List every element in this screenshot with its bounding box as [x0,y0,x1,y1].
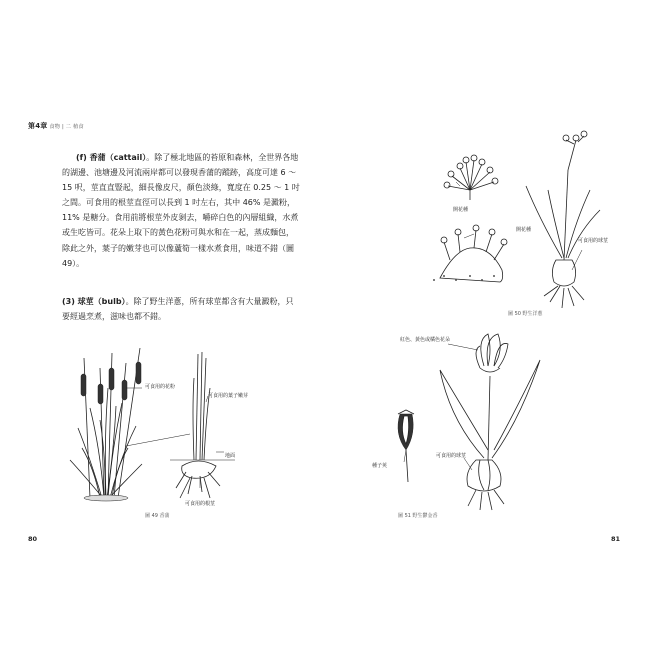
running-header [28,121,84,131]
label-edible-shoots: 可食用的葉子嫩芽 [208,393,249,399]
label-ground: 地面 [225,453,236,459]
label-tulip-bulb: 可食用的球莖 [436,453,467,459]
wild-tulip-illustration [380,330,560,520]
page-number-right: 81 [611,535,621,543]
page-number-left: 80 [28,535,38,543]
chapter-title: 食物 [49,124,61,130]
label-edible-rootstalk: 可食用的根莖 [185,501,216,507]
cattail-text: 。除了極北地區的苔原和森林，全世界各地的湖邊、池塘邊及河流兩岸都可以發現香蒲的蹤跡，高度可達 6 ～ 15 呎，莖直直豎起，細長像皮尺，顏色淡綠，寬度在 0.25 ～ 1 吋之間。可食用的根莖直徑可以長到 1 吋左右，其中 46% 是澱粉，11% 是糖分。食用前將根莖外皮剝去，嚼碎白色的內層組織，水煮或生吃皆可。花朵上取下的黃色花粉可與水和在一起，蒸成麵包，除此之外，葉子的嫩芽也可以像蘆筍一樣水煮食用，味道不錯（圖 49）。 [62,153,300,268]
bulb-text: 。除了野生洋蔥，所有球莖都含有大量澱粉，只要經過烹煮，滋味也都不錯。 [62,297,294,322]
label-onion-bulb: 可食用的球莖 [578,238,609,244]
body-text [62,150,300,271]
wild-onion-illustration [430,130,610,320]
label-onion-head-2: 開花種 [516,227,532,233]
label-tulip-seedpod: 種子莢 [372,463,388,469]
cattail-paragraph [62,150,300,271]
bulb-term: (3) 球莖（bulb） [62,297,126,306]
section-title: 二 植食 [65,124,84,130]
chapter-label: 第4章 [28,122,48,130]
cattail-term: (f) 香蒲（cattail） [76,153,147,162]
figure-50-caption: 圖 50 野生洋蔥 [508,311,543,317]
bulb-paragraph [62,294,300,324]
header-divider: | [61,124,66,130]
figure-51-caption: 圖 51 野生鬱金香 [398,513,438,519]
figure-49-caption: 圖 49 香蒲 [145,513,170,519]
label-tulip-flower: 紅色、黃色或橘色花朵 [400,337,451,343]
label-onion-head-1: 開花種 [453,207,469,213]
label-edible-pollen: 可食用的花粉 [145,384,176,390]
cattail-illustration [60,348,310,508]
bulb-block [62,294,300,324]
